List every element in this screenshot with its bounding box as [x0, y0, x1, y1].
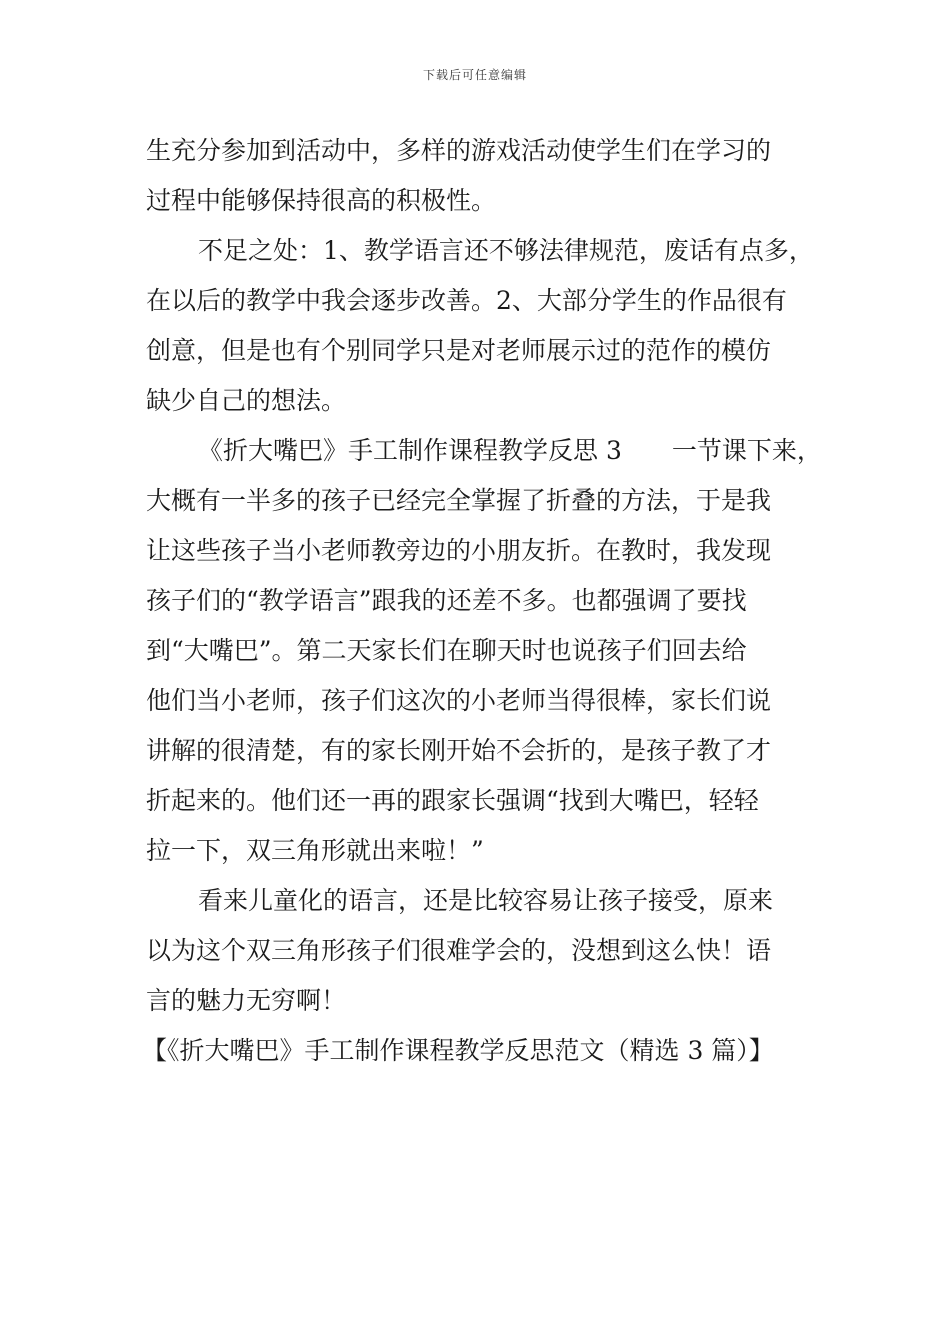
text-line-12: 他们当小老师，孩子们这次的小老师当得很棒，家长们说	[146, 686, 772, 715]
text-line-10: 孩子们的“教学语言”跟我的还差不多。也都强调了要找	[146, 586, 747, 615]
text-line-2: 过程中能够保持很高的积极性。	[146, 186, 497, 215]
text-line-1: 生充分参加到活动中，多样的游戏活动使学生们在学习的	[146, 136, 772, 165]
page-header: 下载后可任意编辑	[422, 68, 527, 82]
text-line-8: 大概有一半多的孩子已经完全掌握了折叠的方法，于是我	[146, 486, 772, 515]
text-line-5: 创意，但是也有个别同学只是对老师展示过的范作的模仿	[146, 336, 772, 365]
text-line-6: 缺少自己的想法。	[146, 386, 347, 415]
text-line-4: 在以后的教学中我会逐步改善。2、大部分学生的作品很有	[146, 286, 787, 315]
text-line-7: 《折大嘴巴》手工制作课程教学反思 3 一节课下来，	[198, 436, 822, 465]
text-line-11: 到“大嘴巴”。第二天家长们在聊天时也说孩子们回去给	[146, 636, 747, 665]
text-line-13: 讲解的很清楚，有的家长刚开始不会折的，是孩子教了才	[146, 736, 772, 765]
text-line-9: 让这些孩子当小老师教旁边的小朋友折。在教时，我发现	[146, 536, 772, 565]
text-line-14: 折起来的。他们还一再的跟家长强调“找到大嘴巴，轻轻	[146, 786, 759, 815]
text-line-16: 看来儿童化的语言，还是比较容易让孩子接受，原来	[198, 886, 774, 915]
text-line-15: 拉一下，双三角形就出来啦！”	[146, 836, 484, 865]
text-line-3: 不足之处：1、教学语言还不够法律规范，废话有点多，	[198, 236, 814, 265]
document-title-footer: 【《折大嘴巴》手工制作课程教学反思范文（精选 3 篇）】	[142, 1036, 774, 1065]
text-line-18: 言的魅力无穷啊！	[146, 986, 347, 1015]
document-body	[142, 126, 826, 1076]
text-line-17: 以为这个双三角形孩子们很难学会的，没想到这么快！语	[146, 936, 772, 965]
